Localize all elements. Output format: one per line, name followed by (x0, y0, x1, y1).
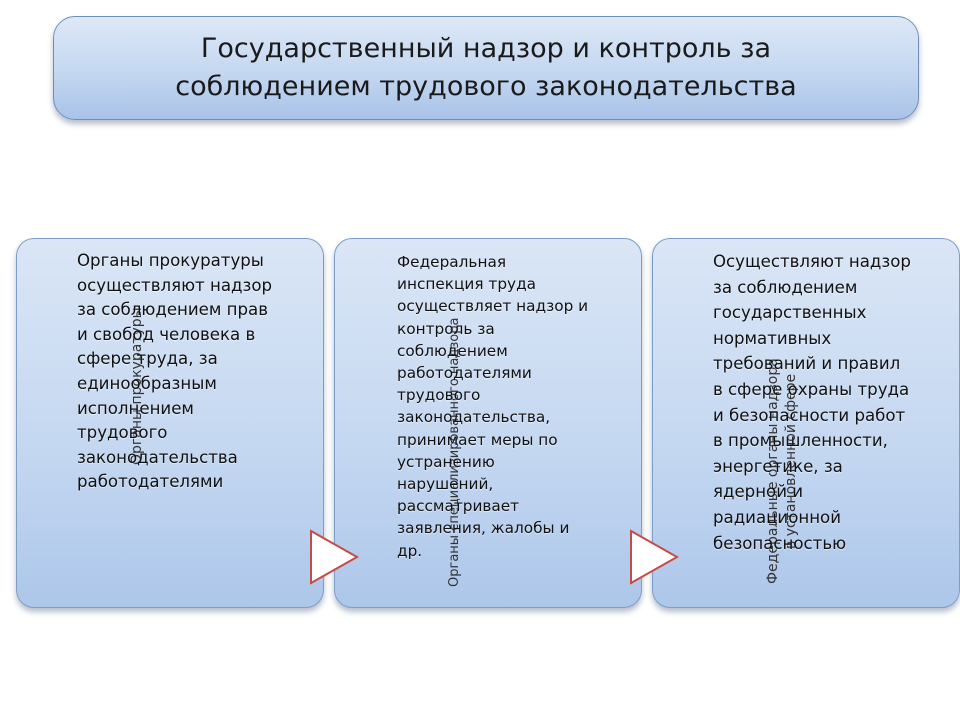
panel-labour-inspection (334, 238, 642, 608)
arrow-shape (311, 531, 357, 583)
right-triangle-arrow-icon (308, 528, 360, 586)
panel-prosecutor (16, 238, 324, 608)
panel-body-text: Федеральная инспекция труда осуществляет надзор и контроль за соблюдением работодателями трудового законодательства, принимает меры по устранению нарушений, рассматривает заявления, жалобы и др. (397, 253, 589, 560)
panel-body-text: Осуществляют надзор за соблюдением государственных нормативных требований и правил в сфере охраны труда и безопасности работ в промышленности, энергетике, за ядерной и радиационной безопасностью (713, 252, 911, 553)
panel-side-label: Органы прокуратуры (129, 307, 145, 465)
arrow-shape (631, 531, 677, 583)
panel-side-label-line-2: в установленной сфере (783, 373, 799, 549)
right-triangle-arrow-icon (628, 528, 680, 586)
slide-title: Государственный надзор и контроль за соблюдением трудового законодательства (175, 33, 797, 102)
title-banner (53, 16, 919, 120)
panel-side-label: Органы специализированного надзора (447, 317, 462, 587)
panel-side-label-line-1: Федеральные органы надзора (765, 358, 781, 584)
panel-federal-supervision (652, 238, 960, 608)
panel-body-text: Органы прокуратуры осуществляют надзор за соблюдением прав и свобод человека в сфере труда, за единообразным исполнением трудового законодательства работодателями (77, 251, 273, 492)
